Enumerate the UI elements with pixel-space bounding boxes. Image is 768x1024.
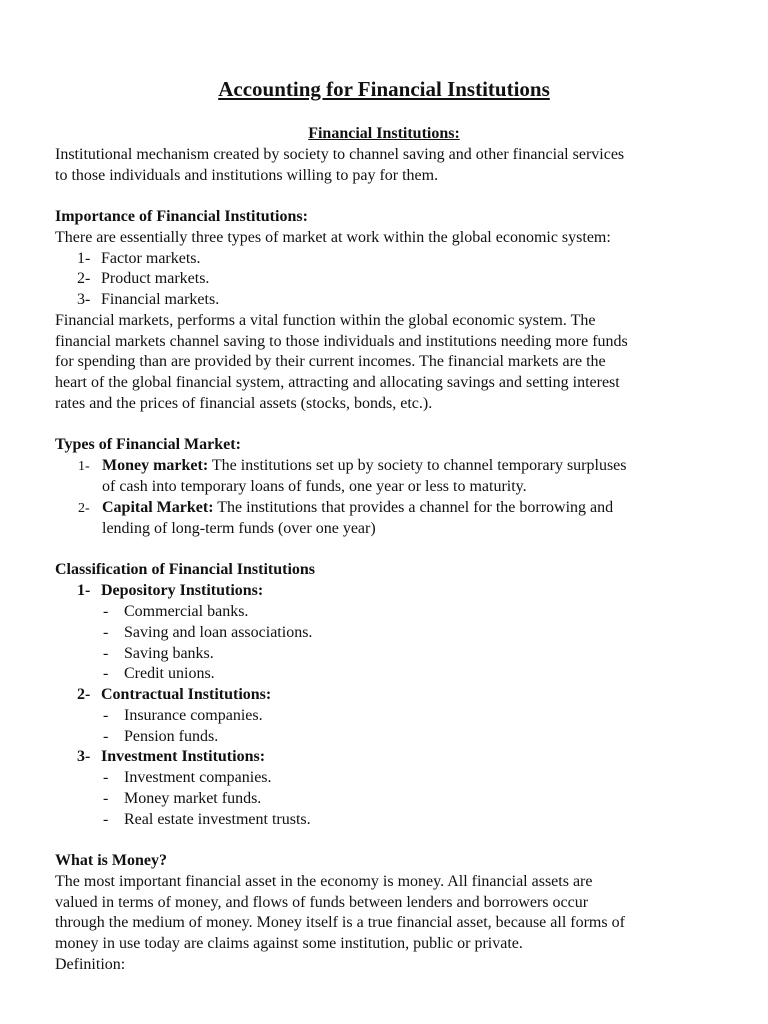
paragraph-line: The most important financial asset in the economy is money. All financial assets are: [55, 873, 593, 890]
term-description: The institutions set up by society to channel temporary surpluses: [208, 457, 627, 474]
list-item: Investment companies.: [124, 769, 272, 786]
list-item: Money market funds.: [124, 790, 262, 807]
list-item: Product markets.: [101, 270, 210, 287]
paragraph-line: There are essentially three types of market at work within the global economic system:: [55, 229, 611, 246]
paragraph-line: for spending than are provided by their current incomes. The financial markets are the: [55, 353, 606, 370]
list-number: 1-: [77, 250, 91, 267]
paragraph-line: rates and the prices of financial assets (stocks, bonds, etc.).: [55, 395, 433, 412]
section-heading-money: What is Money?: [55, 852, 167, 869]
group-label: Investment Institutions:: [101, 748, 266, 765]
list-item: Commercial banks.: [124, 603, 249, 620]
definition-label: Definition:: [55, 956, 126, 973]
term: Capital Market:: [102, 499, 214, 516]
dash-bullet: -: [103, 728, 109, 745]
dash-bullet: -: [103, 769, 109, 786]
section-heading-classification: Classification of Financial Institutions: [55, 561, 316, 578]
dash-bullet: -: [103, 811, 109, 828]
dash-bullet: -: [103, 707, 109, 724]
list-number: 3-: [77, 748, 91, 765]
list-item: Financial markets.: [101, 291, 220, 308]
list-number: 3-: [77, 291, 91, 308]
list-number: 2-: [78, 501, 90, 516]
dash-bullet: -: [103, 624, 109, 641]
section-heading-types: Types of Financial Market:: [55, 436, 241, 453]
paragraph-line: to those individuals and institutions willing to pay for them.: [55, 167, 439, 184]
list-number: 1-: [77, 582, 91, 599]
section-heading-importance: Importance of Financial Institutions:: [55, 208, 308, 225]
list-item-continuation: of cash into temporary loans of funds, one year or less to maturity.: [102, 478, 527, 495]
list-item: Factor markets.: [101, 250, 201, 267]
dash-bullet: -: [103, 645, 109, 662]
term-description: The institutions that provides a channel for the borrowing and: [213, 499, 614, 516]
list-item: Saving and loan associations.: [124, 624, 313, 641]
paragraph-line: heart of the global financial system, attracting and allocating savings and setting interest: [55, 374, 620, 391]
list-item-continuation: lending of long-term funds (over one year): [102, 520, 376, 537]
list-item: Insurance companies.: [124, 707, 263, 724]
paragraph-line: through the medium of money. Money itself is a true financial asset, because all forms of: [55, 914, 625, 931]
list-number: 2-: [77, 270, 91, 287]
list-item: Pension funds.: [124, 728, 219, 745]
group-label: Contractual Institutions:: [101, 686, 272, 703]
list-item: Saving banks.: [124, 645, 214, 662]
section-heading-financial-institutions: Financial Institutions:: [308, 125, 460, 142]
list-item: Credit unions.: [124, 665, 215, 682]
list-item: [102, 498, 613, 519]
dash-bullet: -: [103, 603, 109, 620]
group-label: Depository Institutions:: [101, 582, 264, 599]
document-title: Accounting for Financial Institutions: [218, 77, 550, 101]
paragraph-line: money in use today are claims against some institution, public or private.: [55, 935, 523, 952]
list-number: 2-: [77, 686, 91, 703]
dash-bullet: -: [103, 665, 109, 682]
list-item: Real estate investment trusts.: [124, 811, 311, 828]
dash-bullet: -: [103, 790, 109, 807]
paragraph-line: valued in terms of money, and flows of funds between lenders and borrowers occur: [55, 894, 589, 911]
paragraph-line: Institutional mechanism created by society to channel saving and other financial services: [55, 146, 625, 163]
paragraph-line: financial markets channel saving to those individuals and institutions needing more funds: [55, 333, 628, 350]
list-item: [102, 456, 627, 477]
list-number: 1-: [78, 459, 90, 474]
term: Money market:: [102, 457, 209, 474]
paragraph-line: Financial markets, performs a vital function within the global economic system. The: [55, 312, 596, 329]
